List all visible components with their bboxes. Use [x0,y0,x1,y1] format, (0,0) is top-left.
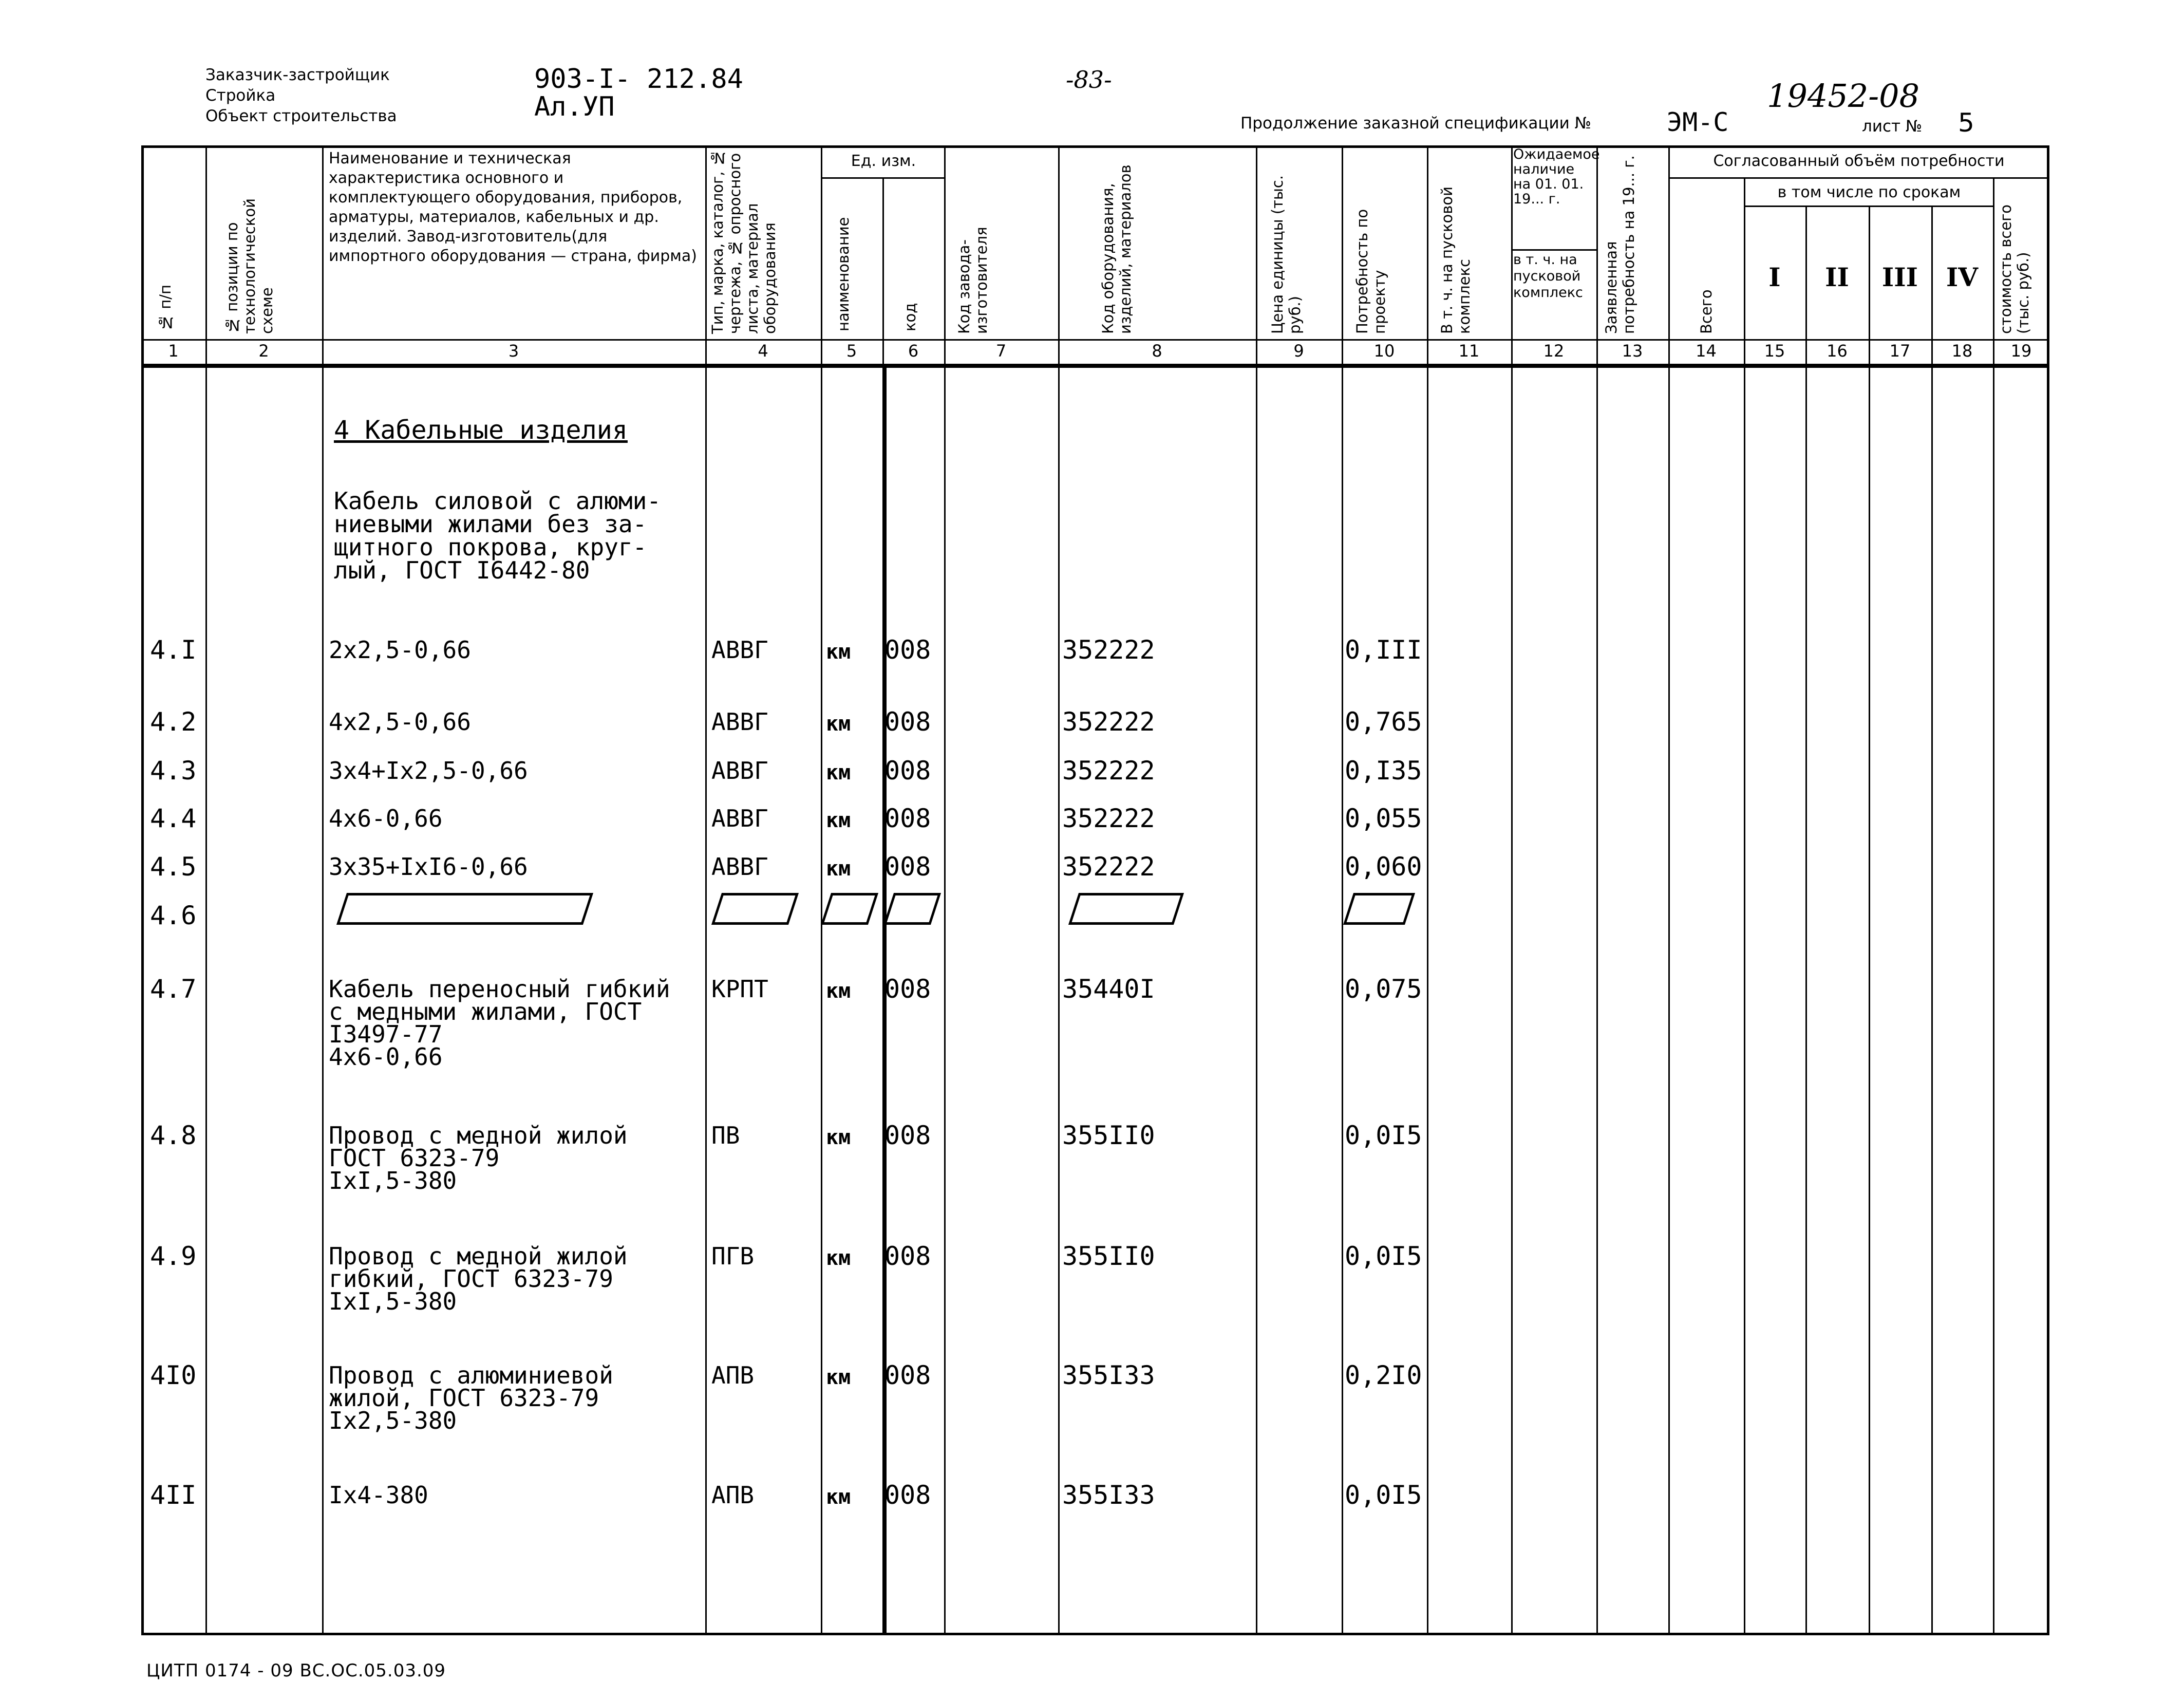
row-equipment-code: 355I33 [1062,1480,1155,1510]
row-number: 4.6 [150,901,197,930]
colnum-3: 3 [508,341,519,361]
group-title-line: ниевыми жилами без за- [334,510,647,538]
colnum-7: 7 [995,341,1007,361]
row-number: 4.I [150,635,197,665]
sheet-number: 5 [1958,108,1974,138]
row-code: 008 [884,756,931,786]
col-divider [205,145,207,1635]
row-equipment-code: 352222 [1062,707,1155,737]
col-divider [1256,145,1257,1635]
row-equipment-code: 35440I [1062,974,1155,1004]
col-divider [821,145,822,1635]
row-type: АПВ [711,1481,755,1509]
sheet-label: лист № [1862,117,1923,136]
row-need: 0,0I5 [1345,1121,1422,1150]
row-code: 008 [884,707,931,737]
col4-title: Тип, марка, каталог, № чертежа, № опросного листа, материал оборудования [709,149,779,334]
colnum-18: 18 [1951,341,1973,361]
row-number: 4.4 [150,804,197,833]
row-unit: км [826,1126,851,1149]
agreed-group-title: Согласованный объём потребности [1713,152,2005,170]
col-divider [1427,145,1428,1635]
row-name-line: с медными жилами, ГОСТ [329,998,642,1025]
row-equipment-code: 355II0 [1062,1241,1155,1271]
col12-split-rule [1511,249,1596,251]
colnum-11: 11 [1458,341,1480,361]
col-divider [1805,206,1807,1635]
row-need: 0,0I5 [1345,1480,1422,1510]
object-label: Объект строительства [205,107,397,125]
row-type: АВВГ [711,708,768,736]
row-type: АПВ [711,1361,755,1389]
col-divider [1342,145,1343,1635]
row-unit: км [826,712,851,736]
colnum-5: 5 [846,341,857,361]
row-code: 008 [884,1360,931,1390]
row-equipment-code: 352222 [1062,635,1155,665]
row-name-line: 4х2,5-0,66 [329,708,471,736]
colnum-12: 12 [1543,341,1565,361]
row-unit: км [826,1366,851,1389]
colnum-1: 1 [168,341,179,361]
row-need: 0,765 [1345,707,1422,737]
col12-top-title: Ожидаемое наличие на 01. 01. 19... г. [1513,146,1600,207]
group-title-line: лый, ГОСТ I6442-80 [334,556,590,584]
group-title-line: Кабель силовой с алюми- [334,487,661,515]
col12-bottom-title: в т. ч. на пусковой комплекс [1513,252,1583,301]
row-name-line: Iх4-380 [329,1481,428,1509]
col8-title: Код оборудования, изделий, материалов [1099,164,1134,334]
row-equipment-code: 352222 [1062,756,1155,786]
row-number: 4.3 [150,756,197,786]
row-name-line: ГОСТ 6323-79 [329,1144,500,1172]
blank-name-box [336,893,593,925]
col19-title: стоимость всего (тыс. руб.) [1997,204,2032,334]
colnum-19: 19 [2010,341,2032,361]
col-divider [1993,177,1994,1635]
row-number: 4.2 [150,707,197,737]
row-equipment-code: 352222 [1062,804,1155,833]
row-name-line: IхI,5-380 [329,1167,457,1194]
col13-title: Заявленная потребность на 19... г. [1603,155,1637,334]
row-name-line: 2х2,5-0,66 [329,636,471,664]
colnum-8: 8 [1152,341,1162,361]
blank-eqcode-box [1068,893,1184,925]
colnum-bottom-rule [141,364,2049,368]
col-divider [1596,145,1598,1635]
col-divider [705,145,707,1635]
col1-title: № п/п [157,285,174,331]
col17-title: III [1881,262,1918,292]
colnum-17: 17 [1889,341,1911,361]
row-type: АВВГ [711,805,768,832]
blank-need-box [1343,893,1415,925]
row-unit: км [826,979,851,1003]
row-code: 008 [884,1480,931,1510]
row-need: 0,I35 [1345,756,1422,786]
col15-title: I [1768,262,1781,292]
spec-caption: Продолжение заказной спецификации № [1240,114,1591,133]
row-number: 4II [150,1480,197,1510]
page-number: -83- [1066,66,1112,94]
terms-group-title: в том числе по срокам [1777,183,1961,201]
colnum-15: 15 [1764,341,1785,361]
colnum-10: 10 [1373,341,1395,361]
col3-title: Наименование и техническая характеристика основного и комплектующего оборудования, приборов, арматуры, материалов, кабельных и др. изделий. Завод-изготовитель(для импортного оборудования — страна, фирма) [329,150,698,265]
colnum-9: 9 [1293,341,1304,361]
row-name-line: гибкий, ГОСТ 6323-79 [329,1265,613,1293]
row-type: АВВГ [711,757,768,785]
col5-title: наименование [835,217,852,331]
colnum-6: 6 [908,341,919,361]
unit-group-rule [821,177,944,179]
col-divider [322,145,324,1635]
row-equipment-code: 355II0 [1062,1121,1155,1150]
spec-code: ЭМ-С [1667,107,1729,137]
group-title-line: щитного покрова, круг- [334,533,647,561]
row-name-line: Iх2,5-380 [329,1407,457,1434]
blank-type-box [711,893,799,925]
handwritten-number: 19452-08 [1767,77,1920,115]
colnum-16: 16 [1827,341,1848,361]
col10-title: Потребность по проекту [1353,209,1388,334]
row-name-line: Кабель переносный гибкий [329,975,670,1003]
col-divider [1744,177,1745,1635]
section-title: 4 Кабельные изделия [334,415,628,445]
row-code: 008 [884,974,931,1004]
row-type: АВВГ [711,853,768,881]
row-code: 008 [884,1121,931,1150]
row-unit: км [826,857,851,881]
row-number: 4.9 [150,1241,197,1271]
row-need: 0,III [1345,635,1422,665]
col-divider [1869,206,1870,1635]
customer-label: Заказчик-застройщик [205,66,390,84]
row-type: КРПТ [711,975,768,1003]
row-name-line: 3х4+Iх2,5-0,66 [329,757,528,785]
row-name-line: Провод с медной жилой [329,1242,628,1270]
col16-title: II [1825,262,1849,292]
row-name-line: 4х6-0,66 [329,1043,443,1071]
row-equipment-code: 352222 [1062,852,1155,882]
colnum-4: 4 [758,341,768,361]
row-number: 4.5 [150,852,197,882]
row-need: 0,055 [1345,804,1422,833]
col7-title: Код завода-изготовителя [955,227,990,334]
colnum-13: 13 [1622,341,1643,361]
col-divider [1058,145,1060,1635]
row-unit: км [826,1485,851,1509]
row-need: 0,0I5 [1345,1241,1422,1271]
row-need: 0,075 [1345,974,1422,1004]
col-divider [1668,145,1670,1635]
row-need: 0,060 [1345,852,1422,882]
agreed-group-rule [1668,177,2049,179]
site-label: Стройка [205,86,276,105]
footer-code: ЦИТП 0174 - 09 ВС.ОС.05.03.09 [146,1660,446,1681]
row-unit: км [826,809,851,832]
terms-group-rule [1744,206,1993,207]
col14-title: Всего [1698,289,1715,334]
row-name-line: I3497-77 [329,1020,443,1048]
row-number: 4.8 [150,1121,197,1150]
row-unit: км [826,1246,851,1270]
doc-code: 903-I- 212.84 [534,64,743,95]
row-type: ПГВ [711,1242,755,1270]
row-name-line: Провод с алюминиевой [329,1361,613,1389]
row-unit: км [826,761,851,785]
row-number: 4.7 [150,974,197,1004]
row-need: 0,2I0 [1345,1360,1422,1390]
unit-group-title: Ед. изм. [851,152,916,170]
colnum-2: 2 [258,341,269,361]
row-name-line: 3х35+IхI6-0,66 [329,853,528,881]
row-name-line: жилой, ГОСТ 6323-79 [329,1384,599,1412]
col-divider [944,145,946,1635]
colnum-14: 14 [1696,341,1717,361]
col-divider [1511,145,1513,1635]
col6-title: код [901,303,919,331]
col18-title: IV [1946,262,1979,292]
col11-title: В т. ч. на пусковой комплекс [1438,186,1473,334]
row-equipment-code: 355I33 [1062,1360,1155,1390]
row-code: 008 [884,852,931,882]
row-unit: км [826,640,851,664]
row-code: 008 [884,635,931,665]
row-code: 008 [884,804,931,833]
row-type: ПВ [711,1122,740,1149]
row-type: АВВГ [711,636,768,664]
row-name-line: IхI,5-380 [329,1287,457,1315]
row-name-line: 4х6-0,66 [329,805,443,832]
row-number: 4I0 [150,1360,197,1390]
col-divider [1931,206,1933,1635]
row-code: 008 [884,1241,931,1271]
col9-title: Цена единицы (тыс. руб.) [1269,175,1304,334]
col2-title: № позиции по технологической схеме [223,198,276,334]
row-name-line: Провод с медной жилой [329,1122,628,1149]
album-code: Ал.УП [534,91,615,122]
